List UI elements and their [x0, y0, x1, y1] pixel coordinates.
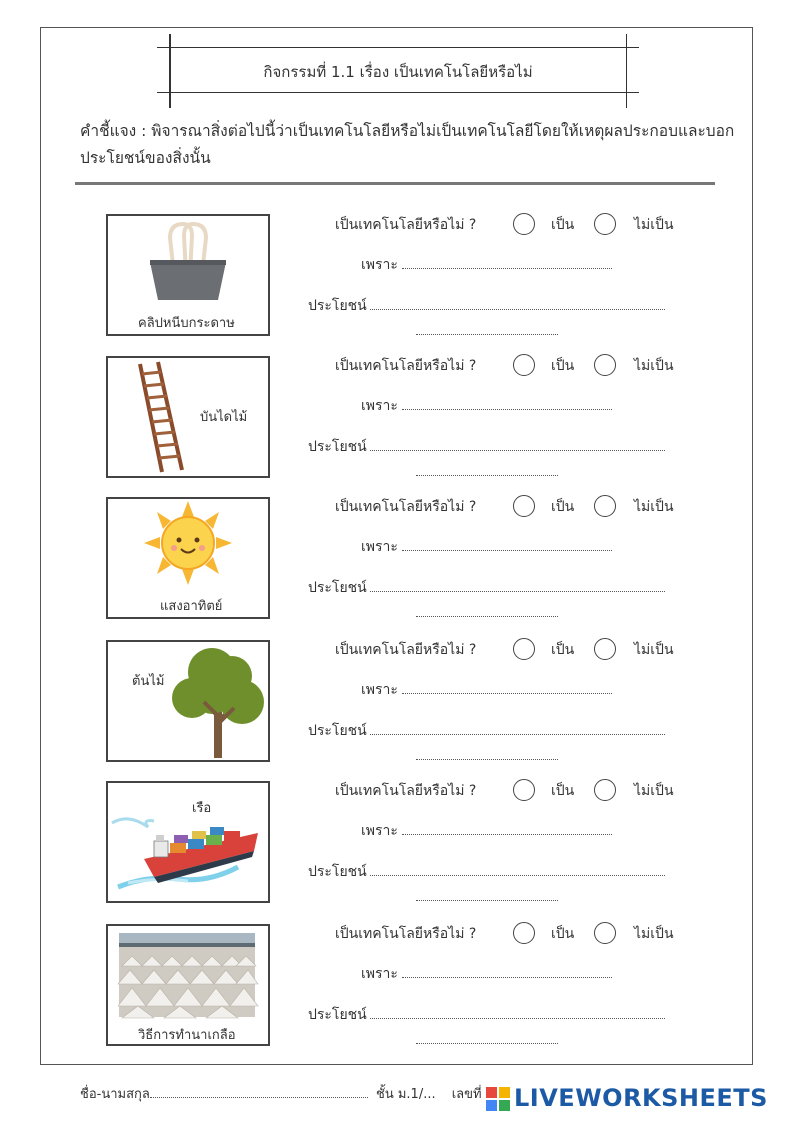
benefit-label: ประโยชน์ — [308, 864, 367, 880]
option-no-label: ไม่เป็น — [634, 926, 674, 942]
page-title: กิจกรรมที่ 1.1 เรื่อง เป็นเทคโนโลยีหรือไม่ — [263, 63, 533, 81]
radio-no-4[interactable] — [594, 638, 616, 660]
title-box — [157, 47, 639, 93]
reason-label: เพราะ — [361, 539, 398, 555]
item-caption: คลิปหนีบกระดาษ — [138, 316, 235, 331]
reason-input-3[interactable] — [402, 550, 612, 551]
benefit-input-2[interactable] — [370, 450, 665, 451]
question-label: เป็นเทคโนโลยีหรือไม่ ? — [335, 358, 477, 374]
option-yes-label: เป็น — [551, 217, 575, 233]
radio-no-2[interactable] — [594, 354, 616, 376]
number-label: เลขที่ — [451, 1087, 482, 1102]
footer — [80, 1083, 482, 1104]
item-card-ship — [106, 781, 270, 903]
reason-input-4[interactable] — [402, 693, 612, 694]
benefit-input-2b[interactable] — [416, 475, 558, 476]
item-card-binder-clip — [106, 214, 270, 336]
name-label: ชื่อ-นามสกุล — [80, 1087, 150, 1102]
item-caption: แสงอาทิตย์ — [160, 599, 223, 614]
option-yes-label: เป็น — [551, 499, 575, 515]
reason-input-2[interactable] — [402, 409, 612, 410]
tree-icon — [108, 642, 268, 760]
benefit-input-5[interactable] — [370, 875, 665, 876]
instruction-text: คำชี้แจง : พิจารณาสิ่งต่อไปนี้ว่าเป็นเทคโนโลยีหรือไม่เป็นเทคโนโลยีโดยให้เหตุผลประกอบและบอกประโยชน์ของสิ่งนั้น — [80, 122, 735, 167]
item-caption: เรือ — [192, 801, 212, 816]
benefit-input-1[interactable] — [370, 309, 665, 310]
ship-icon — [108, 783, 268, 901]
radio-yes-6[interactable] — [513, 922, 535, 944]
benefit-label: ประโยชน์ — [308, 298, 367, 314]
radio-yes-5[interactable] — [513, 779, 535, 801]
reason-label: เพราะ — [361, 823, 398, 839]
item-card-ladder — [106, 356, 270, 478]
item-card-tree — [106, 640, 270, 762]
question-label: เป็นเทคโนโลยีหรือไม่ ? — [335, 499, 477, 515]
option-no-label: ไม่เป็น — [634, 783, 674, 799]
option-yes-label: เป็น — [551, 642, 575, 658]
radio-yes-1[interactable] — [513, 213, 535, 235]
reason-input-6[interactable] — [402, 977, 612, 978]
radio-yes-3[interactable] — [513, 495, 535, 517]
divider — [75, 182, 715, 185]
class-label: ชั้น ม.1/... — [376, 1087, 436, 1102]
radio-no-5[interactable] — [594, 779, 616, 801]
option-no-label: ไม่เป็น — [634, 642, 674, 658]
item-caption: บันไดไม้ — [200, 410, 248, 425]
liveworksheets-logo — [486, 1084, 768, 1112]
question-label: เป็นเทคโนโลยีหรือไม่ ? — [335, 217, 477, 233]
question-label: เป็นเทคโนโลยีหรือไม่ ? — [335, 926, 477, 942]
reason-label: เพราะ — [361, 682, 398, 698]
benefit-input-6b[interactable] — [416, 1043, 558, 1044]
radio-yes-4[interactable] — [513, 638, 535, 660]
benefit-label: ประโยชน์ — [308, 580, 367, 596]
option-no-label: ไม่เป็น — [634, 217, 674, 233]
benefit-input-5b[interactable] — [416, 900, 558, 901]
radio-no-1[interactable] — [594, 213, 616, 235]
option-yes-label: เป็น — [551, 783, 575, 799]
benefit-input-4b[interactable] — [416, 759, 558, 760]
benefit-input-1b[interactable] — [416, 334, 558, 335]
benefit-input-3[interactable] — [370, 591, 665, 592]
reason-input-5[interactable] — [402, 834, 612, 835]
reason-input-1[interactable] — [402, 268, 612, 269]
item-card-sun — [106, 497, 270, 619]
reason-label: เพราะ — [361, 257, 398, 273]
item-caption: วิธีการทำนาเกลือ — [138, 1028, 236, 1043]
benefit-label: ประโยชน์ — [308, 723, 367, 739]
benefit-input-3b[interactable] — [416, 616, 558, 617]
item-card-salt-farm — [106, 924, 270, 1046]
benefit-input-4[interactable] — [370, 734, 665, 735]
reason-label: เพราะ — [361, 966, 398, 982]
radio-no-6[interactable] — [594, 922, 616, 944]
radio-yes-2[interactable] — [513, 354, 535, 376]
reason-label: เพราะ — [361, 398, 398, 414]
question-label: เป็นเทคโนโลยีหรือไม่ ? — [335, 642, 477, 658]
benefit-label: ประโยชน์ — [308, 439, 367, 455]
benefit-label: ประโยชน์ — [308, 1007, 367, 1023]
option-no-label: ไม่เป็น — [634, 358, 674, 374]
benefit-input-6[interactable] — [370, 1018, 665, 1019]
option-yes-label: เป็น — [551, 358, 575, 374]
item-caption: ต้นไม้ — [132, 674, 165, 689]
liveworksheets-brand: LIVEWORKSHEETS — [514, 1084, 768, 1112]
radio-no-3[interactable] — [594, 495, 616, 517]
option-no-label: ไม่เป็น — [634, 499, 674, 515]
name-input[interactable] — [150, 1097, 368, 1098]
liveworksheets-badge-icon — [486, 1087, 510, 1111]
option-yes-label: เป็น — [551, 926, 575, 942]
question-label: เป็นเทคโนโลยีหรือไม่ ? — [335, 783, 477, 799]
